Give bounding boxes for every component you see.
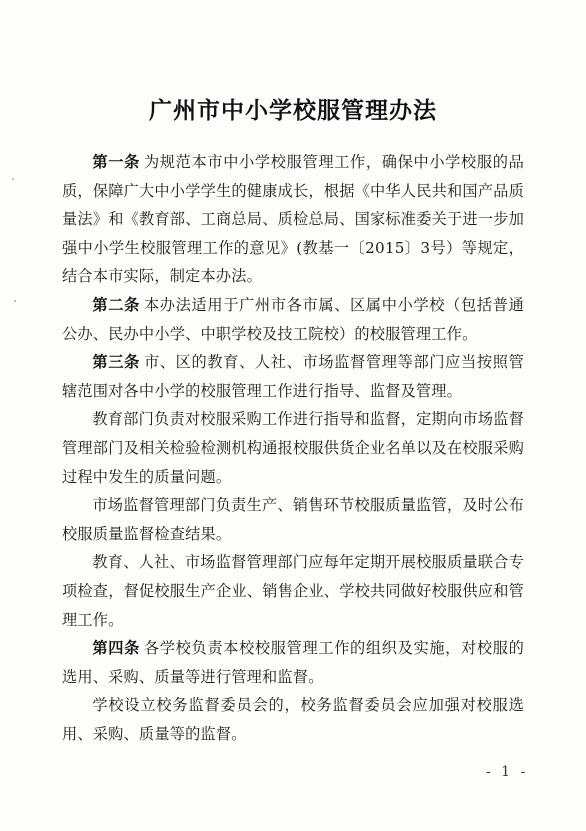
article-number: 第四条: [92, 639, 140, 658]
document-body: [62, 148, 524, 748]
paragraph-text: 教育、人社、市场监督管理部门应每年定期开展校服质量联合专项检查，督促校服生产企业、销售企业、学校共同做好校服供应和管理工作。: [62, 553, 524, 629]
document-title: 广州市中小学校服管理办法: [149, 97, 437, 124]
paragraph: [62, 548, 524, 634]
scan-speck: [12, 178, 14, 180]
paragraph-text: 市、区的教育、人社、市场监督管理等部门应当按照管辖范围对各中小学的校服管理工作进行指导、监督及管理。: [62, 353, 524, 400]
paragraph: [62, 148, 524, 291]
paragraph-text: 市场监督管理部门负责生产、销售环节校服质量监管，及时公布校服质量监督检查结果。: [62, 496, 524, 543]
paragraph: [62, 491, 524, 548]
paragraph: [62, 405, 524, 491]
article-number: 第三条: [92, 353, 140, 372]
paragraph: [62, 291, 524, 348]
article-number: 第二条: [92, 295, 140, 314]
paragraph-text: 各学校负责本校校服管理工作的组织及实施，对校服的选用、采购、质量等进行管理和监督。: [62, 639, 524, 686]
paragraph-text: 本办法适用于广州市各市属、区属中小学校（包括普通公办、民办中小学、中职学校及技工院校）的校服管理工作。: [62, 295, 524, 343]
paragraph-text: 学校设立校务监督委员会的，校务监督委员会应加强对校服选用、采购、质量等的监督。: [62, 696, 524, 743]
article-number: 第一条: [92, 153, 140, 171]
paragraph: [62, 691, 524, 748]
paragraph: [62, 634, 524, 691]
paragraph-text: 为规范本市中小学校服管理工作，确保中小学校服的品质，保障广大中小学学生的健康成长，根据《中华人民共和国产品质量法》和《教育部、工商总局、质检总局、国家标准委关于进一步加强中小学生校服管理工作的意见》(教基一〔2015〕3号）等规定，结合本市实际，制定本办法。: [62, 153, 524, 286]
paragraph-text: 教育部门负责对校服采购工作进行指导和监督，定期向市场监督管理部门及相关检验检测机构通报校服供货企业名单以及在校服采购过程中发生的质量问题。: [62, 410, 524, 486]
page-number: - 1 -: [486, 764, 529, 780]
paragraph: [62, 348, 524, 405]
scan-speck: [14, 300, 16, 302]
